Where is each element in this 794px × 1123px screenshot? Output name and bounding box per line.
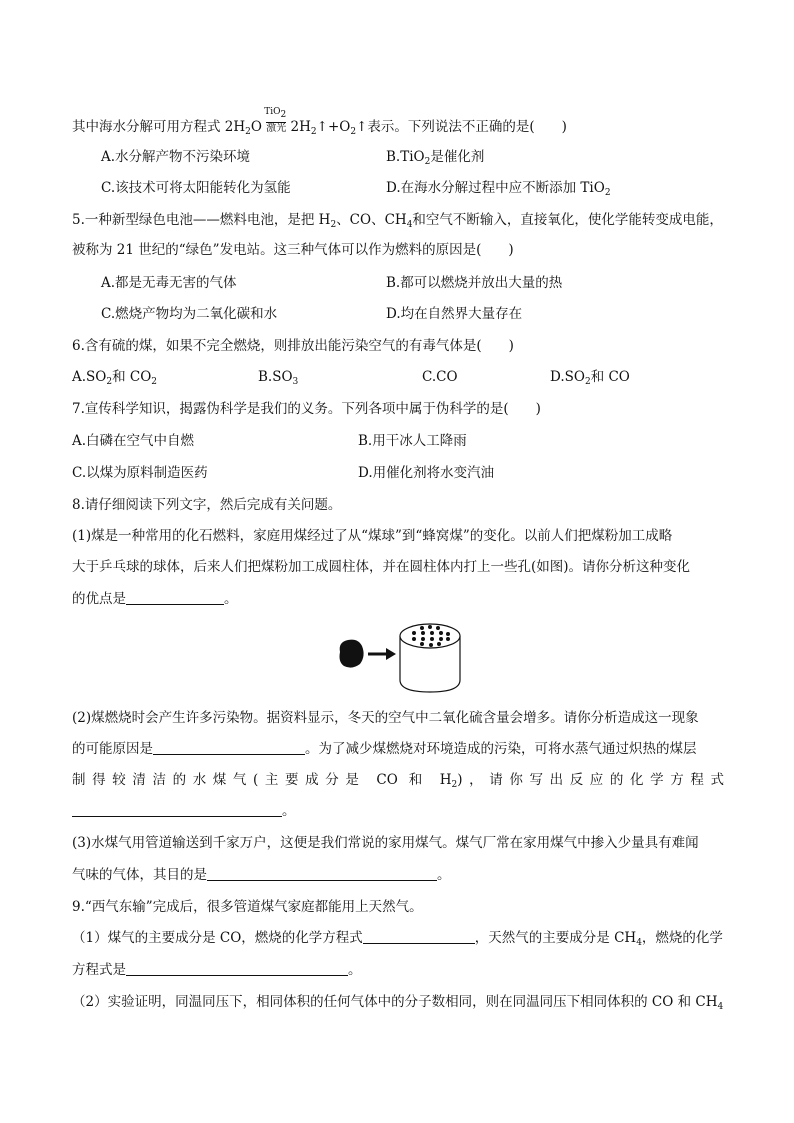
q9-part1-line2: 方程式是 。 xyxy=(72,962,362,978)
reaction-condition: TiO$_2$ 激光 xyxy=(264,107,287,134)
q5-option-a: A.都是无毒无害的气体 xyxy=(101,275,237,291)
q7-option-a: A.白磷在空气中自燃 xyxy=(72,433,195,449)
answer-blank[interactable] xyxy=(207,867,437,881)
q7-option-c: C.以煤为原料制造医药 xyxy=(72,465,208,481)
answer-blank[interactable] xyxy=(153,741,305,755)
q8-part1-line2: 大于乒乓球的球体，后来人们把煤粉加工成圆柱体，并在圆柱体内打上一些孔(如图)。请你分析这种变化 xyxy=(72,559,691,575)
q8-part3-line1: (3)水煤气用管道输送到千家万户，这便是我们常说的家用煤气。煤气厂常在家用煤气中掺入少量具有难闻 xyxy=(72,835,699,851)
q7-stem: 7.宣传科学知识，揭露伪科学是我们的义务。下列各项中属于伪科学的是( ) xyxy=(72,401,541,417)
q8-part3-line2: 气味的气体，其目的是 。 xyxy=(72,867,451,883)
q9-part1-line1: （1）煤气的主要成分是 CO，燃烧的化学方程式 ，天然气的主要成分是 $CH_4$，燃烧的化学 xyxy=(72,930,723,948)
honeycomb-briquette-icon xyxy=(400,624,460,692)
q6-stem: 6.含有硫的煤，如果不完全燃烧，则排放出能污染空气的有毒气体是( ) xyxy=(72,338,514,354)
q8-part1-line1: (1)煤是一种常用的化石燃料，家庭用煤经过了从“煤球”到“蜂窝煤”的变化。以前人们把煤粉加工成略 xyxy=(72,528,673,544)
q4-option-a: A.水分解产物不污染环境 xyxy=(101,149,251,165)
coal-ball-icon xyxy=(340,640,364,668)
arrow-icon xyxy=(368,648,396,660)
q8-part2-line2: 的可能原因是 。为了减少煤燃烧对环境造成的污染，可将水蒸气通过炽热的煤层 xyxy=(72,741,697,757)
q6-option-d: $D.SO_2$和 CO xyxy=(550,369,630,387)
q8-stem: 8.请仔细阅读下列文字，然后完成有关问题。 xyxy=(72,497,342,513)
q7-option-b: B.用干冰人工降雨 xyxy=(358,433,467,449)
q5-stem-line1: 5.一种新型绿色电池——燃料电池，是把 $H_2$、CO、$CH_4$和空气不断输入，直接氧化，使化学能转变成电能， xyxy=(72,212,723,230)
answer-blank[interactable] xyxy=(363,930,475,944)
q5-stem-line2: 被称为 21 世纪的“绿色”发电站。这三种气体可以作为燃料的原因是( ) xyxy=(72,242,514,258)
q9-stem: 9.“西气东输”完成后，很多管道煤气家庭都能用上天然气。 xyxy=(72,899,423,915)
q8-part2-line4: 。 xyxy=(72,802,296,820)
q9-part2-line1: （2）实验证明，同温同压下，相同体积的任何气体中的分子数相同，则在同温同压下相同体积的 CO 和 $CH_4$ xyxy=(72,994,724,1012)
answer-blank[interactable] xyxy=(126,591,224,605)
answer-blank[interactable] xyxy=(72,803,282,817)
q5-option-d: D.均在自然界大量存在 xyxy=(386,306,523,322)
q5-option-c: C.燃烧产物均为二氧化碳和水 xyxy=(101,306,278,322)
q8-part1-line3: 的优点是 。 xyxy=(72,591,238,607)
q7-option-d: D.用催化剂将水变汽油 xyxy=(358,465,495,481)
q4-option-d: D.在海水分解过程中应不断添加 TiO$_2$ xyxy=(386,180,611,198)
coal-figure xyxy=(330,618,470,696)
q6-option-b: $B.SO_3$ xyxy=(258,369,299,387)
q6-option-a: $A.SO_2$和 $CO_2$ xyxy=(72,369,158,387)
q4-option-c: C.该技术可将太阳能转化为氢能 xyxy=(101,180,291,196)
q5-option-b: B.都可以燃烧并放出大量的热 xyxy=(386,275,563,291)
q4-option-b: B.TiO$_2$是催化剂 xyxy=(386,149,485,167)
q8-part2-line1: (2)煤燃烧时会产生许多污染物。据资料显示，冬天的空气中二氧化硫含量会增多。请你分析造成这一现象 xyxy=(72,710,699,726)
answer-blank[interactable] xyxy=(126,962,348,976)
q8-part2-line3: 制得较清洁的水煤气(主要成分是 CO 和 $H_2$)，请你写出反应的化学方程式 xyxy=(72,772,724,790)
q6-option-c: C.CO xyxy=(422,369,458,385)
q4-equation-line: 其中海水分解可用方程式 $2H_2O$ TiO$_2$ 激光 $2H_2↑+O_2↑$表示。下列说法不正确的是( ) xyxy=(72,107,567,137)
